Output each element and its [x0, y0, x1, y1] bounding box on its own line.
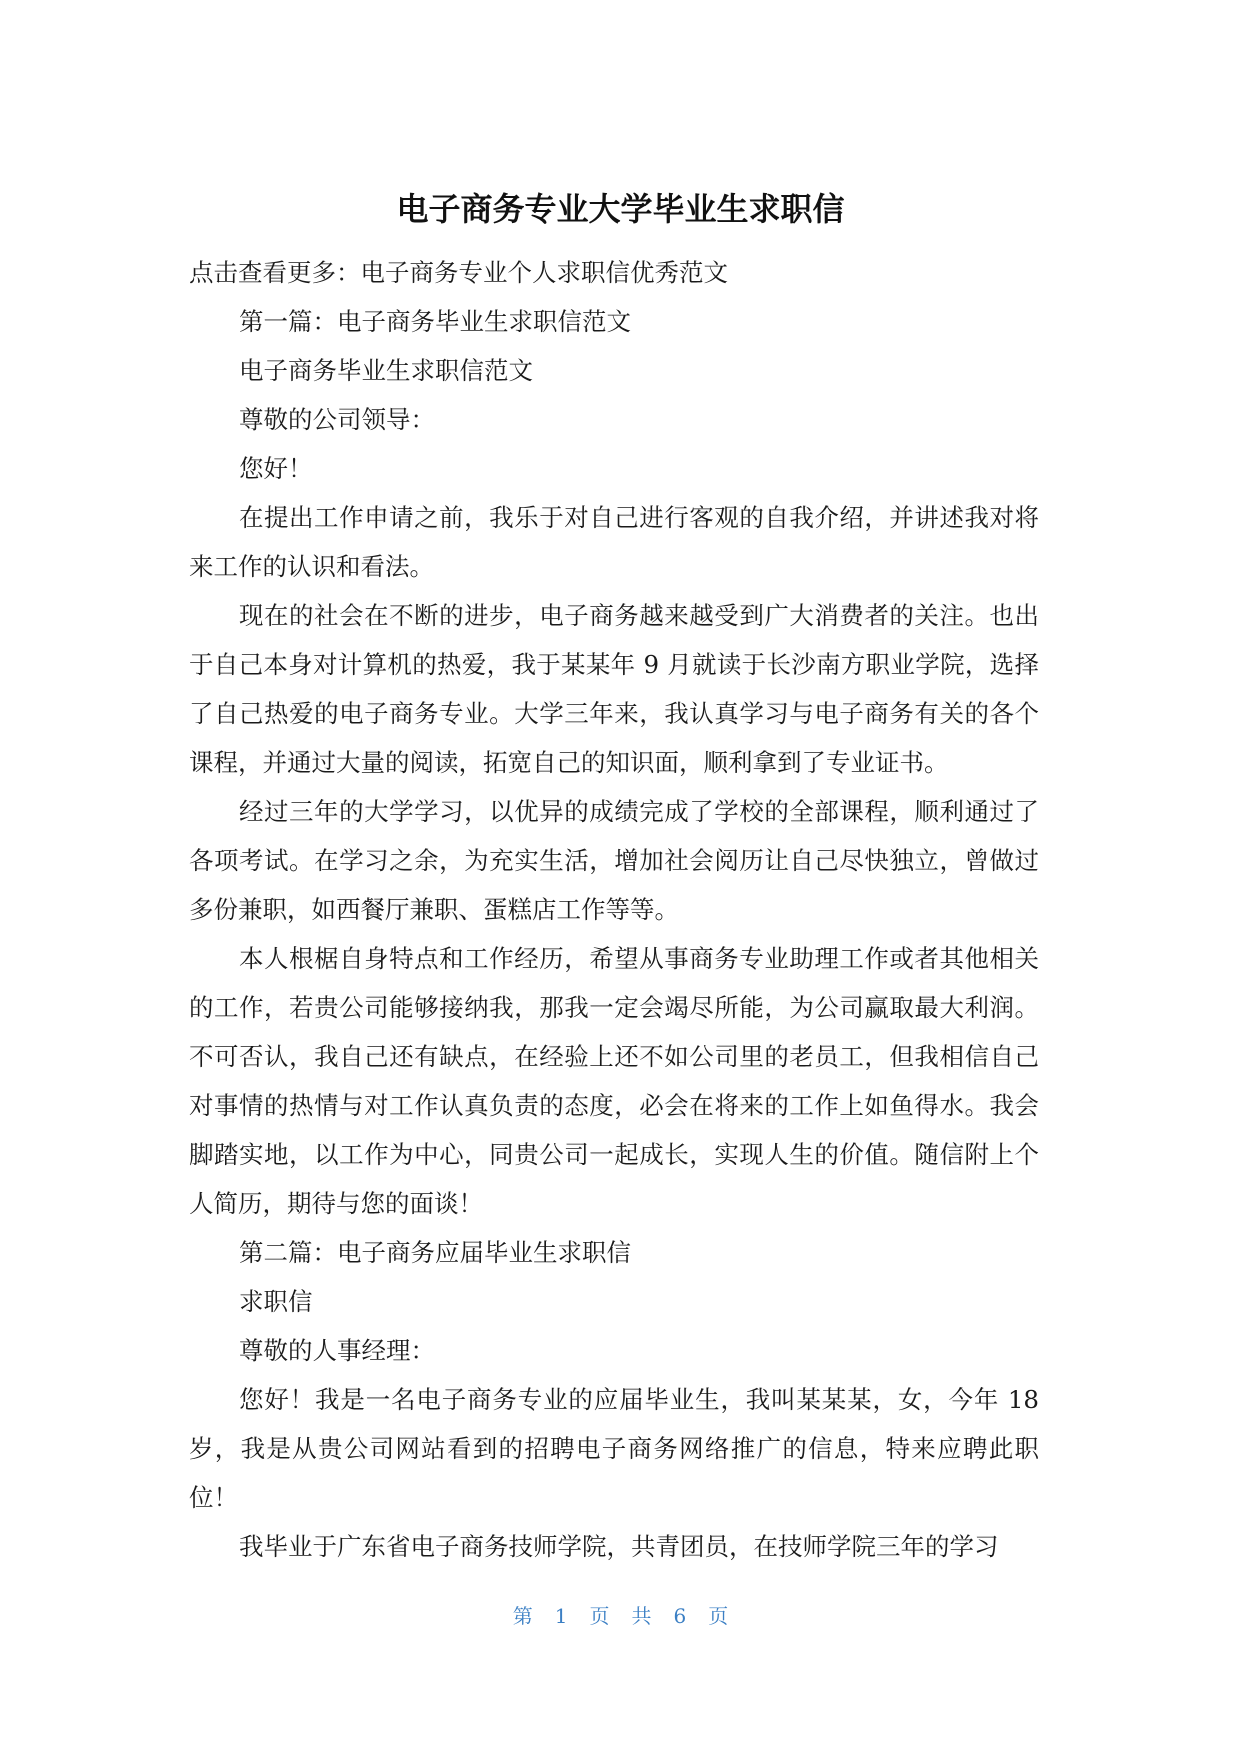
document-body	[189, 248, 1039, 1571]
paragraph: 在提出工作申请之前，我乐于对自己进行客观的自我介绍，并讲述我对将来工作的认识和看法。	[189, 503, 1039, 581]
paragraph: 经过三年的大学学习，以优异的成绩完成了学校的全部课程，顺利通过了各项考试。在学习之余，为充实生活，增加社会阅历让自己尽快独立，曾做过多份兼职，如西餐厅兼职、蛋糕店工作等等。	[189, 797, 1039, 924]
lead-link[interactable]: 点击查看更多：电子商务专业个人求职信优秀范文	[189, 258, 728, 287]
letter-title-1: 电子商务毕业生求职信范文	[239, 356, 533, 385]
section-heading-1: 第一篇：电子商务毕业生求职信范文	[239, 307, 631, 336]
footer-total-pages: 6	[673, 1604, 687, 1628]
paragraph: 本人根椐自身特点和工作经历，希望从事商务专业助理工作或者其他相关的工作，若贵公司能够接纳我，那我一定会竭尽所能，为公司赢取最大利润。不可否认，我自己还有缺点，在经验上还不如公司里的老员工，但我相信自己对事情的热情与对工作认真负责的态度，必会在将来的工作上如鱼得水。我会脚踏实地，以工作为中心，同贵公司一起成长，实现人生的价值。随信附上个人简历，期待与您的面谈！	[189, 944, 1039, 1218]
footer-page-word-end: 页	[708, 1604, 729, 1628]
greeting-1: 您好！	[239, 454, 313, 483]
footer-current-page: 1	[554, 1604, 568, 1628]
page-footer	[0, 1602, 1241, 1630]
document-title: 电子商务专业大学毕业生求职信	[396, 190, 845, 228]
paragraph: 现在的社会在不断的进步，电子商务越来越受到广大消费者的关注。也出于自己本身对计算机的热爱，我于某某年 9 月就读于长沙南方职业学院，选择了自己热爱的电子商务专业。大学三年来，我认真学习与电子商务有关的各个课程，并通过大量的阅读，拓宽自己的知识面，顺利拿到了专业证书。	[189, 601, 1039, 777]
paragraph: 您好！我是一名电子商务专业的应届毕业生，我叫某某某，女，今年 18 岁，我是从贵公司网站看到的招聘电子商务网络推广的信息，特来应聘此职位！	[189, 1385, 1039, 1512]
footer-total-label: 共	[631, 1604, 652, 1628]
paragraph: 我毕业于广东省电子商务技师学院，共青团员，在技师学院三年的学习	[239, 1532, 999, 1561]
salutation-2: 尊敬的人事经理：	[239, 1336, 435, 1365]
footer-page-word: 页	[589, 1604, 610, 1628]
section-heading-2: 第二篇：电子商务应届毕业生求职信	[239, 1238, 631, 1267]
salutation-1: 尊敬的公司领导：	[239, 405, 435, 434]
footer-page-label: 第	[512, 1604, 533, 1628]
letter-title-2: 求职信	[239, 1287, 313, 1316]
